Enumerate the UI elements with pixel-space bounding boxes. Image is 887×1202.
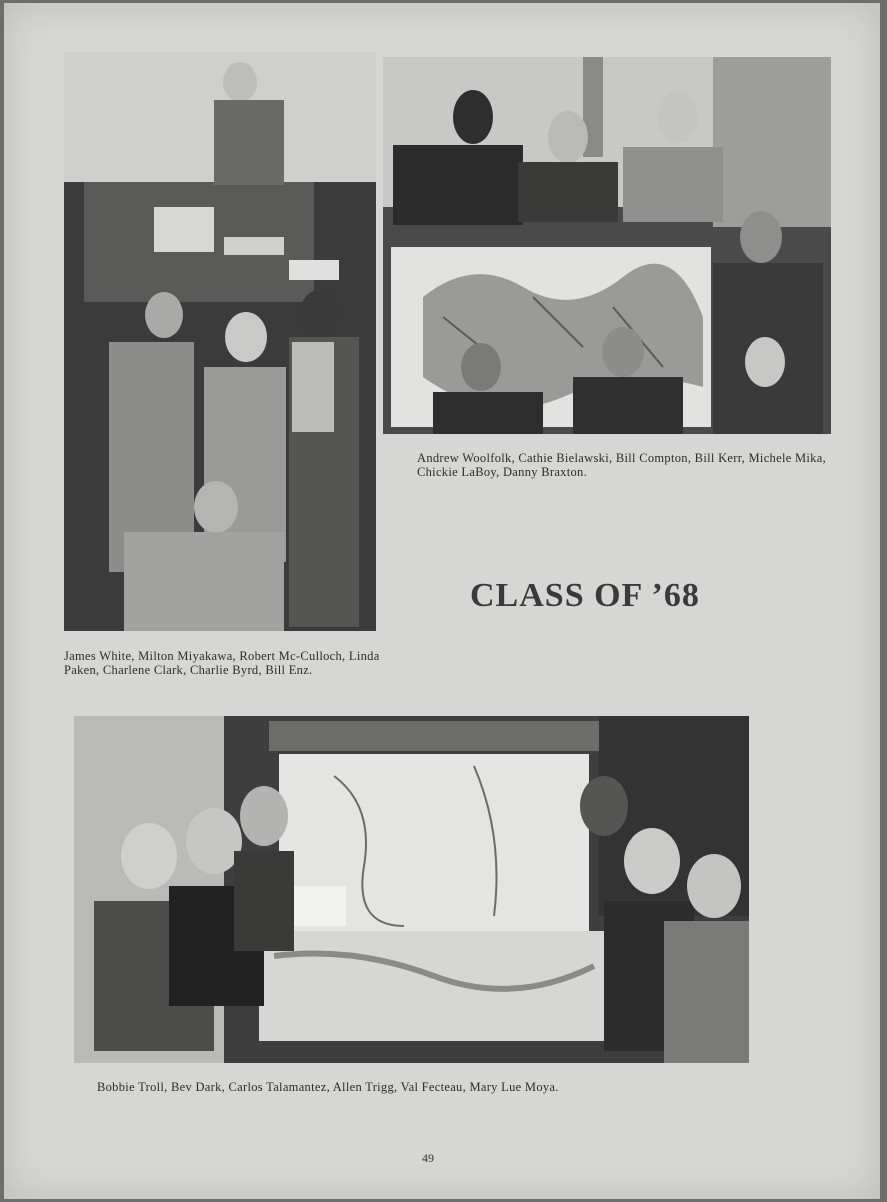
photo-top-left bbox=[64, 52, 376, 631]
photo-bottom bbox=[74, 716, 749, 1063]
photo-top-right-image bbox=[383, 57, 831, 434]
photo-top-left-image bbox=[64, 52, 376, 631]
photo-bottom-image bbox=[74, 716, 749, 1063]
caption-top-right: Andrew Woolfolk, Cathie Bielawski, Bill Compton, Bill Kerr, Michele Mika, Chickie LaBoy, Danny Braxton. bbox=[417, 451, 827, 479]
caption-top-left: James White, Milton Miyakawa, Robert Mc-Culloch, Linda Paken, Charlene Clark, Charlie Byrd, Bill Enz. bbox=[64, 649, 380, 677]
yearbook-page bbox=[4, 3, 880, 1199]
caption-bottom: Bobbie Troll, Bev Dark, Carlos Talamantez, Allen Trigg, Val Fecteau, Mary Lue Moya. bbox=[97, 1080, 559, 1094]
page-number: 49 bbox=[422, 1151, 434, 1165]
page-title: CLASS OF ’68 bbox=[470, 577, 700, 614]
photo-top-right bbox=[383, 57, 831, 434]
